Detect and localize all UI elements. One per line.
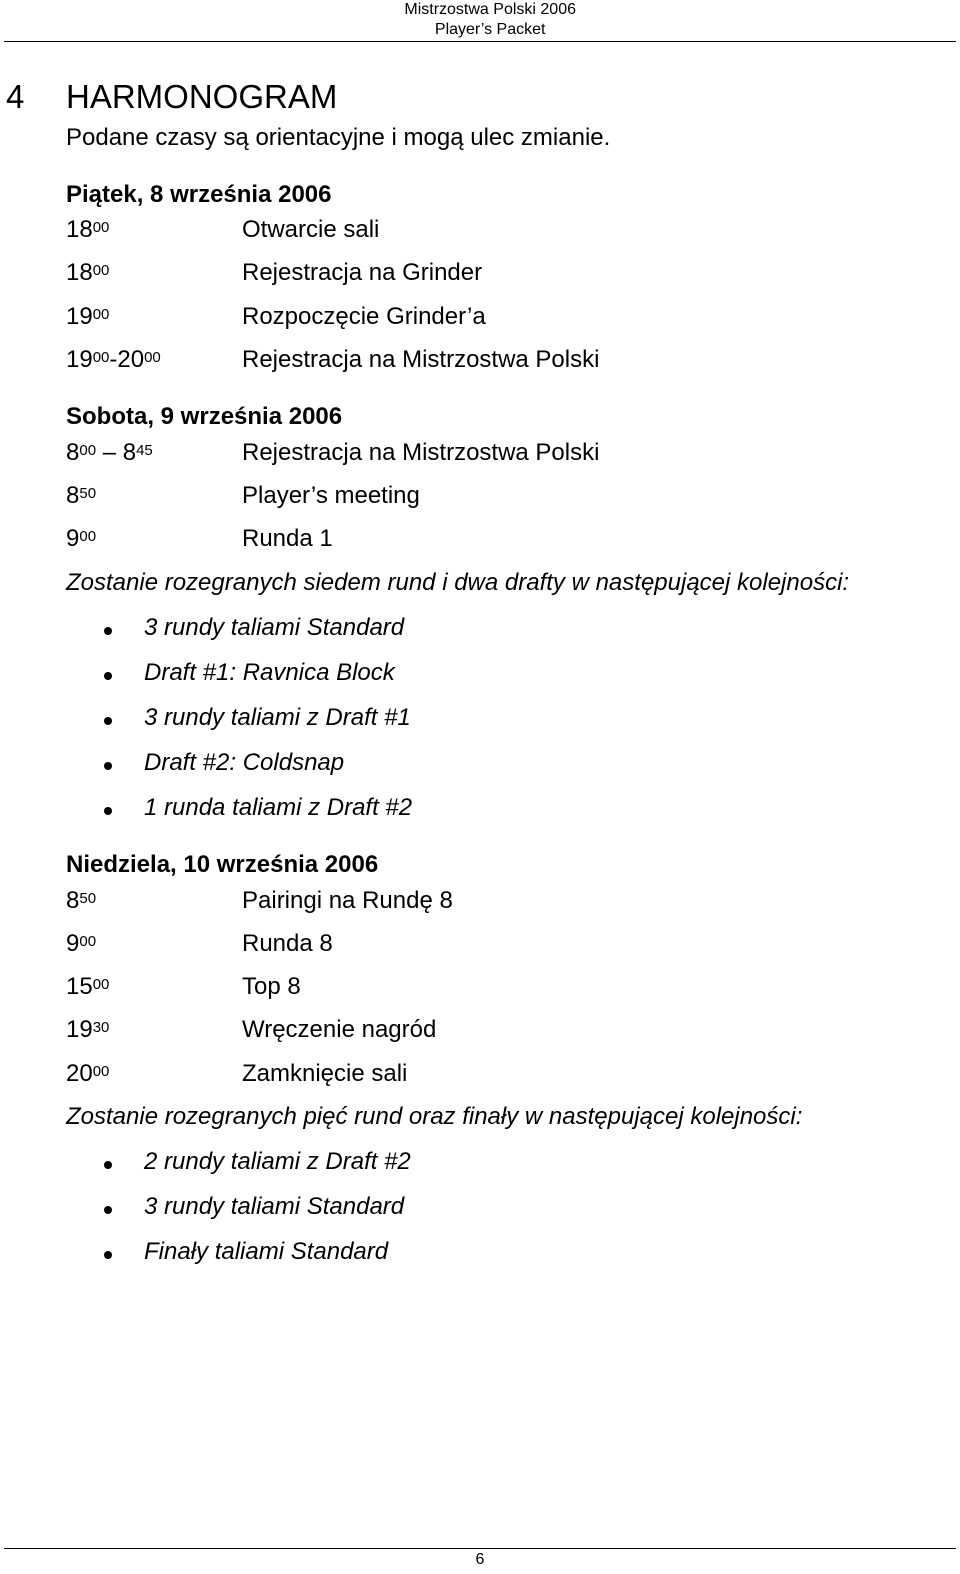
schedule-row [66,303,926,335]
time: $8^{50}$ [66,887,97,914]
schedule-row [66,525,926,557]
event: Pairingi na Rundę 8 [242,887,453,914]
header-subtitle: Player’s Packet [434,21,546,38]
event: Rejestracja na Mistrzostwa Polski [242,439,600,466]
schedule-row [66,259,926,291]
bullet-icon [104,672,112,680]
event: Otwarcie sali [242,216,380,243]
bullet-icon [104,717,112,725]
section-title: HARMONOGRAM [66,78,338,115]
schedule-row [66,1016,926,1048]
schedule-row [66,216,926,248]
day-heading-sunday: Niedziela, 10 września 2006 [66,851,379,878]
time: $18^{00}$ [66,216,110,243]
schedule-row [66,482,926,514]
time: $8^{50}$ [66,482,97,509]
event: Zamknięcie sali [242,1060,408,1087]
schedule-row [66,1060,926,1092]
time: $15^{00}$ [66,973,110,1000]
event: Top 8 [242,973,301,1000]
section-intro: Podane czasy są orientacyjne i mogą ulec zmianie. [66,124,611,151]
bullet-icon [104,1161,112,1169]
day-heading-friday: Piątek, 8 września 2006 [66,181,332,208]
event: Rejestracja na Grinder [242,259,483,286]
time: $20^{00}$ [66,1060,110,1087]
time: $19^{00}$ [66,303,110,330]
schedule-row [66,930,926,962]
event: Runda 1 [242,525,333,552]
schedule-row [66,439,926,471]
schedule-row [66,887,926,919]
bullet-icon [104,762,112,770]
event: Rejestracja na Mistrzostwa Polski [242,346,600,373]
day-heading-saturday: Sobota, 9 września 2006 [66,403,343,430]
page-number: 6 [475,1551,485,1568]
event: Player’s meeting [242,482,420,509]
schedule-note: Zostanie rozegranych siedem rund i dwa drafty w następującej kolejności: [66,569,850,596]
bullet-icon [104,807,112,815]
time: $9^{00}$ [66,930,97,957]
footer-divider [4,1548,956,1549]
bullet-icon [104,1206,112,1214]
event: Wręczenie nagród [242,1016,437,1043]
event: Runda 8 [242,930,333,957]
header-title: Mistrzostwa Polski 2006 [404,1,576,18]
bullet-icon [104,1251,112,1259]
time: $19^{30}$ [66,1016,110,1043]
bullet-icon [104,627,112,635]
time: $8^{00} - 8^{45}$ [66,439,153,466]
schedule-row [66,346,926,378]
schedule-row [66,973,926,1005]
time: $9^{00}$ [66,525,97,552]
event: Rozpoczęcie Grinder’a [242,303,486,330]
header-divider [4,41,956,42]
schedule-note: Zostanie rozegranych pięć rund oraz finały w następującej kolejności: [66,1103,803,1130]
section-number: 4 [6,78,25,115]
time: $19^{00}-20^{00}$ [66,346,161,373]
running-header [404,0,576,40]
time: $18^{00}$ [66,259,110,286]
